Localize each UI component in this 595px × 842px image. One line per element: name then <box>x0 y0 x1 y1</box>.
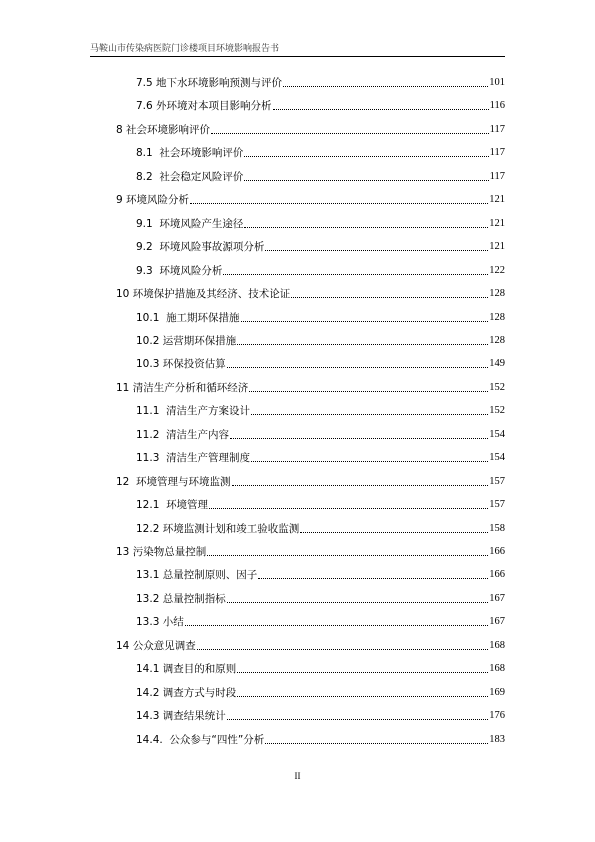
toc-entry-number: 12.1 <box>136 499 167 512</box>
toc-entry-number: 14.4. <box>136 733 170 746</box>
toc-entry[interactable] <box>136 332 505 348</box>
toc-entry-number: 14.3 <box>136 710 163 723</box>
toc-entry-page: 122 <box>489 264 505 276</box>
toc-entry-number: 9.3 <box>136 264 160 277</box>
toc-entry-number: 14.2 <box>136 686 163 699</box>
toc-entry[interactable] <box>116 637 505 653</box>
toc-entry-title: 社会稳定风险评价 <box>159 170 244 183</box>
toc-leader-dots <box>230 438 488 439</box>
toc-entry-title: 社会环境影响评价 <box>159 147 244 160</box>
toc-entry-number: 7.6 <box>136 100 157 113</box>
toc-entry-title: 清洁生产方案设计 <box>166 405 251 418</box>
toc-entry-title: 环境风险产生途径 <box>159 217 244 230</box>
toc-leader-dots <box>300 532 488 533</box>
toc-entry-number: 9.1 <box>136 217 160 230</box>
toc-entry-page: 154 <box>489 428 505 440</box>
toc-entry[interactable] <box>136 660 505 676</box>
toc-entry[interactable] <box>116 191 505 207</box>
toc-entry-page: 128 <box>489 288 505 300</box>
toc-entry-number: 10.1 <box>136 311 167 324</box>
toc-entry-title: 环境风险分析 <box>159 264 223 277</box>
toc-entry[interactable] <box>136 613 505 629</box>
toc-entry-title: 小结 <box>162 616 184 629</box>
toc-entry[interactable] <box>116 543 505 559</box>
toc-entry-number: 11 <box>116 381 133 394</box>
toc-leader-dots <box>237 696 488 697</box>
toc-entry-number: 14 <box>116 639 133 652</box>
toc-entry-title: 环境风险事故源项分析 <box>159 241 265 254</box>
toc-entry[interactable] <box>136 355 505 371</box>
toc-leader-dots <box>237 344 488 345</box>
toc-leader-dots <box>227 719 489 720</box>
running-header: 马鞍山市传染病医院门诊楼项目环境影响报告书 <box>90 44 280 54</box>
toc-entry[interactable] <box>136 97 505 113</box>
toc-entry-number: 14.1 <box>136 663 163 676</box>
toc-entry-title: 环境管理与环境监测 <box>136 475 231 488</box>
toc-entry-page: 149 <box>489 358 505 370</box>
toc-entry-number: 7.5 <box>136 77 157 89</box>
toc-leader-dots <box>249 391 488 392</box>
toc-entry-title: 清洁生产分析和循环经济 <box>132 381 249 394</box>
toc-entry-page: 158 <box>489 522 505 534</box>
toc-leader-dots <box>251 414 488 415</box>
toc-entry-page: 116 <box>489 100 505 112</box>
toc-entry-title: 地下水环境影响预测与评价 <box>156 77 283 89</box>
toc-leader-dots <box>273 109 489 110</box>
toc-entry-number: 8.1 <box>136 147 160 160</box>
toc-entry-number: 13.2 <box>136 592 163 605</box>
toc-entry-page: 117 <box>489 147 505 159</box>
toc-entry[interactable] <box>136 496 505 512</box>
toc-entry-number: 13.3 <box>136 616 163 629</box>
toc-entry[interactable] <box>136 238 505 254</box>
toc-leader-dots <box>244 156 488 157</box>
toc-leader-dots <box>258 578 488 579</box>
toc-leader-dots <box>207 555 488 556</box>
toc-entry-page: 168 <box>489 663 505 675</box>
toc-entry-title: 环境保护措施及其经济、技术论证 <box>132 288 291 301</box>
toc-leader-dots <box>227 367 489 368</box>
toc-entry-page: 167 <box>489 616 505 628</box>
toc-entry[interactable] <box>136 74 505 90</box>
toc-entry-page: 166 <box>489 546 505 557</box>
toc-entry-title: 外环境对本项目影响分析 <box>156 100 272 113</box>
toc-entry[interactable] <box>116 121 505 137</box>
toc-entry-page: 166 <box>489 569 505 581</box>
toc-entry-page: 117 <box>489 123 505 135</box>
toc-entry-number: 9.2 <box>136 241 160 254</box>
toc-leader-dots <box>185 625 489 626</box>
toc-entry-title: 总量控制原则、因子 <box>162 569 258 582</box>
toc-entry[interactable] <box>116 473 505 489</box>
toc-entry-title: 环境管理 <box>166 499 209 512</box>
toc-entry-title: 清洁生产管理制度 <box>166 452 251 465</box>
toc-entry-number: 10 <box>116 288 133 301</box>
toc-entry[interactable] <box>116 379 505 395</box>
toc-entry-page: 183 <box>489 733 505 745</box>
toc-entry[interactable] <box>136 215 505 231</box>
toc-entry[interactable] <box>136 402 505 418</box>
toc-leader-dots <box>265 250 488 251</box>
toc-entry-title: 环保投资估算 <box>162 358 226 371</box>
toc-entry[interactable] <box>136 449 505 465</box>
toc-leader-dots <box>244 227 488 228</box>
toc-entry-page: 128 <box>489 311 505 323</box>
header-rule <box>90 56 505 57</box>
toc-leader-dots <box>190 203 488 204</box>
toc-leader-dots <box>227 602 489 603</box>
toc-entry-page: 176 <box>489 710 505 722</box>
toc-entry-page: 128 <box>489 334 505 346</box>
toc-entry-title: 运营期环保措施 <box>162 334 237 347</box>
toc-leader-dots <box>265 743 488 744</box>
toc-entry-page: 169 <box>489 686 505 698</box>
toc-entry-number: 11.2 <box>136 428 167 441</box>
toc-entry[interactable] <box>136 684 505 700</box>
toc-entry-title: 环境监测计划和竣工验收监测 <box>162 522 300 535</box>
toc-entry-number: 8.2 <box>136 170 160 183</box>
toc-leader-dots <box>237 672 488 673</box>
toc-entry-page: 121 <box>489 217 505 229</box>
toc-entry-title: 社会环境影响评价 <box>126 123 211 136</box>
toc-entry-page: 101 <box>489 77 505 88</box>
toc-entry-title: 调查结果统计 <box>162 710 226 723</box>
toc-entry-page: 157 <box>489 475 505 487</box>
toc-entry[interactable] <box>136 520 505 536</box>
toc-entry-title: 施工期环保措施 <box>166 311 240 324</box>
toc-entry-title: 公众意见调查 <box>132 639 196 652</box>
toc-entry-title: 总量控制指标 <box>162 592 226 605</box>
toc-entry-number: 12.2 <box>136 522 163 535</box>
toc-entry-number: 8 <box>116 123 127 136</box>
toc-entry-page: 121 <box>489 194 505 206</box>
toc-entry[interactable] <box>136 168 505 184</box>
toc-entry-number: 9 <box>116 194 127 207</box>
toc-entry-page: 152 <box>489 405 505 417</box>
toc-entry[interactable] <box>116 285 505 301</box>
toc-entry[interactable] <box>136 426 505 442</box>
toc-entry-title: 环境风险分析 <box>126 194 190 207</box>
toc-entry[interactable] <box>136 309 505 325</box>
toc-entry[interactable] <box>136 590 505 606</box>
toc-entry-number: 11.3 <box>136 452 167 465</box>
toc-entry-number: 10.3 <box>136 358 163 371</box>
toc-entry-page: 117 <box>489 170 505 182</box>
toc-entry-number: 12 <box>116 475 137 488</box>
toc-leader-dots <box>244 180 488 181</box>
toc-entry[interactable] <box>136 566 505 582</box>
toc-entry[interactable] <box>136 707 505 723</box>
toc-leader-dots <box>223 274 488 275</box>
toc-leader-dots <box>251 461 488 462</box>
toc-leader-dots <box>241 321 489 322</box>
toc-leader-dots <box>283 86 488 87</box>
page-number: II <box>294 771 301 781</box>
toc-entry-title: 清洁生产内容 <box>166 428 230 441</box>
toc-entry-page: 121 <box>489 241 505 253</box>
toc-leader-dots <box>209 508 488 509</box>
toc-entry-page: 167 <box>489 592 505 604</box>
toc-entry-title: 调查方式与时段 <box>162 686 237 699</box>
toc-entry[interactable] <box>136 144 505 160</box>
toc-entry-page: 154 <box>489 452 505 464</box>
toc-entry-number: 13 <box>116 546 133 558</box>
toc-leader-dots <box>291 297 488 298</box>
toc-entry-page: 168 <box>489 639 505 651</box>
toc-entry-title: 污染物总量控制 <box>132 546 207 558</box>
toc-leader-dots <box>211 133 489 134</box>
toc-entry-number: 10.2 <box>136 334 163 347</box>
toc-entry-page: 152 <box>489 381 505 393</box>
toc-entry-number: 13.1 <box>136 569 163 582</box>
toc-leader-dots <box>232 485 489 486</box>
toc-entry-title: 公众参与“四性”分析 <box>169 733 265 746</box>
toc-entry-page: 157 <box>489 499 505 511</box>
toc-entry-number: 11.1 <box>136 405 167 418</box>
toc-entry[interactable] <box>136 731 505 747</box>
toc-leader-dots <box>197 649 489 650</box>
toc-entry-title: 调查目的和原则 <box>162 663 237 676</box>
toc-entry[interactable] <box>136 262 505 278</box>
